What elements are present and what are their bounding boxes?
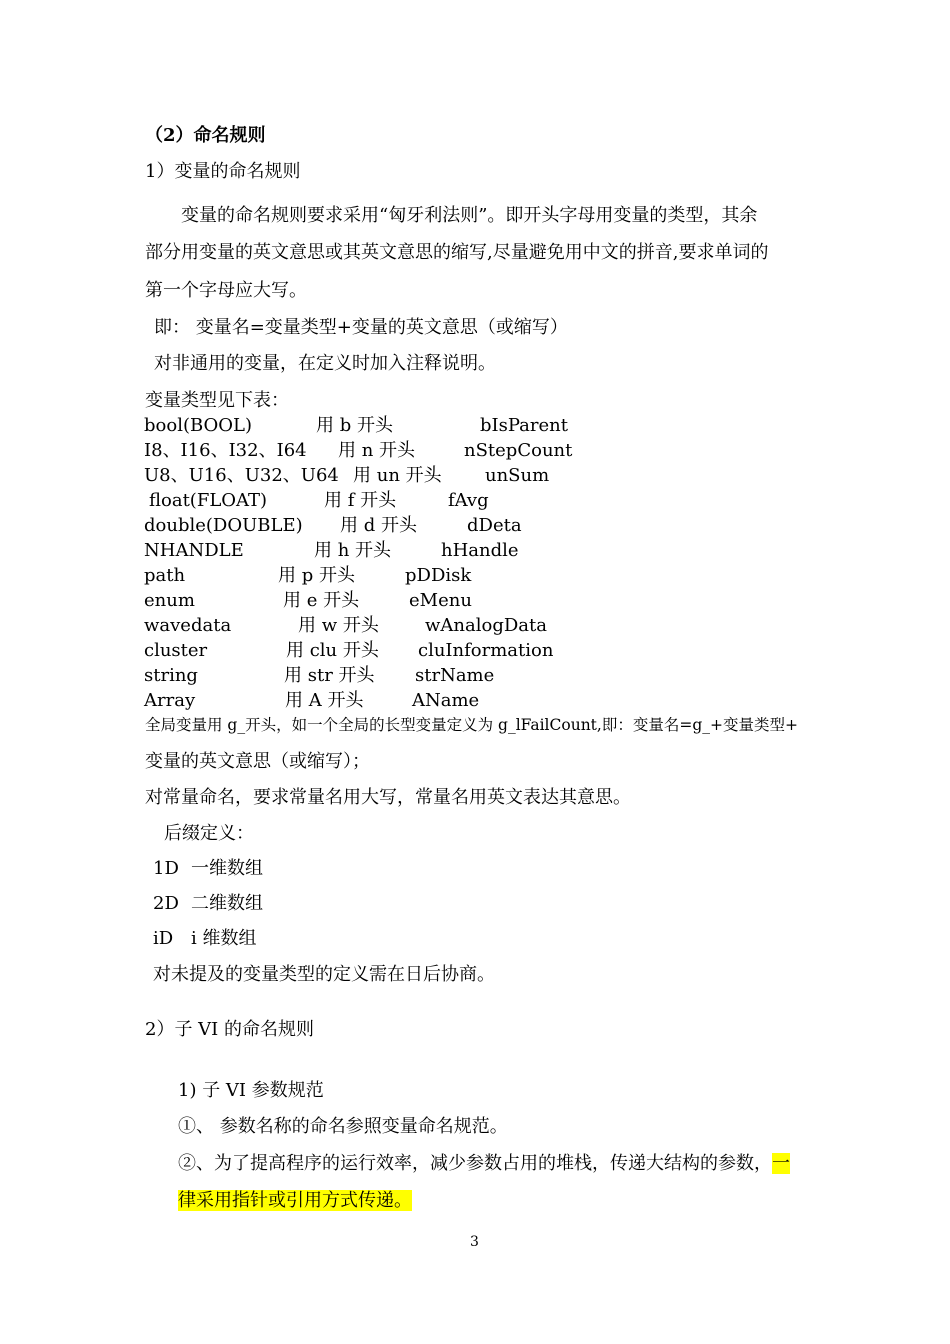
highlighted-text: 一 (772, 1153, 790, 1174)
suffix-title: 后缀定义： (164, 823, 254, 844)
example-cell: hHandle (441, 540, 519, 561)
example-cell: pDDisk (405, 565, 472, 586)
paragraph-line: 第一个字母应大写。 (145, 280, 307, 301)
type-cell: float(FLOAT) (149, 490, 268, 511)
rule-cell: 用 w 开头 (298, 615, 379, 636)
example-cell: eMenu (409, 590, 472, 611)
type-cell: Array (144, 690, 196, 711)
type-cell: string (144, 665, 198, 686)
type-cell: I8、I16、I32、I64 (144, 440, 307, 461)
suffix-code: iD (153, 928, 174, 949)
table-intro: 变量类型见下表： (145, 390, 289, 411)
type-cell: NHANDLE (144, 540, 244, 561)
example-cell: strName (415, 665, 495, 686)
rule-cell: 用 b 开头 (316, 415, 393, 436)
future-note: 对未提及的变量类型的定义需在日后协商。 (153, 964, 495, 985)
example-cell: cluInformation (418, 640, 554, 661)
example-cell: dDeta (467, 515, 522, 536)
page-number: 3 (470, 1234, 479, 1250)
rule-cell: 用 f 开头 (324, 490, 397, 511)
type-cell: bool(BOOL) (144, 415, 253, 436)
spec-item-2-cont (178, 1190, 412, 1212)
suffix-code: 2D (153, 893, 179, 914)
constant-rule: 对常量命名，要求常量名用大写，常量名用英文表达其意思。 (145, 787, 631, 808)
subvi-naming-heading: 2）子 VI 的命名规则 (145, 1019, 315, 1040)
rule-cell: 用 h 开头 (314, 540, 392, 561)
spec-item-1: ①、 参数名称的命名参照变量命名规范。 (178, 1116, 508, 1137)
rule-cell: 用 p 开头 (278, 565, 355, 586)
naming-formula: 即： 变量名=变量类型+变量的英文意思（或缩写） (154, 317, 568, 338)
rule-cell: 用 un 开头 (353, 465, 442, 486)
suffix-desc: i 维数组 (191, 928, 257, 949)
type-cell: wavedata (144, 615, 232, 636)
section-title: （2）命名规则 (145, 125, 266, 146)
type-cell: double(DOUBLE) (144, 515, 303, 536)
global-variable-rule-cont: 变量的英文意思（或缩写）； (145, 751, 370, 772)
example-cell: nStepCount (464, 440, 573, 461)
rule-cell: 用 n 开头 (338, 440, 416, 461)
nonstandard-note: 对非通用的变量，在定义时加入注释说明。 (154, 353, 496, 374)
variable-naming-heading: 1）变量的命名规则 (145, 161, 301, 182)
example-cell: bIsParent (480, 415, 568, 436)
suffix-desc: 二维数组 (191, 893, 263, 914)
example-cell: wAnalogData (425, 615, 547, 636)
type-cell: cluster (144, 640, 208, 661)
example-cell: AName (412, 690, 480, 711)
paragraph-line: 变量的命名规则要求采用“匈牙利法则”。即开头字母用变量的类型，其余 (181, 205, 758, 226)
rule-cell: 用 e 开头 (283, 590, 360, 611)
example-cell: fAvg (448, 490, 489, 511)
subvi-param-spec-title: 1) 子 VI 参数规范 (178, 1080, 324, 1101)
suffix-code: 1D (153, 858, 179, 879)
type-cell: U8、U16、U32、U64 (144, 465, 339, 486)
spec-item-2-text: ②、为了提高程序的运行效率，减少参数占用的堆栈，传递大结构的参数， (178, 1153, 772, 1174)
type-cell: enum (144, 590, 195, 611)
spec-item-2 (178, 1153, 790, 1175)
example-cell: unSum (485, 465, 550, 486)
rule-cell: 用 d 开头 (340, 515, 417, 536)
highlighted-text: 律采用指针或引用方式传递。 (178, 1190, 412, 1211)
rule-cell: 用 clu 开头 (286, 640, 379, 661)
suffix-desc: 一维数组 (191, 858, 263, 879)
type-cell: path (144, 565, 186, 586)
rule-cell: 用 str 开头 (284, 665, 375, 686)
global-variable-rule: 全局变量用 g_开头，如一个全局的长型变量定义为 g_lFailCount,即：变量名=g_+变量类型+ (145, 716, 798, 734)
paragraph-line: 部分用变量的英文意思或其英文意思的缩写,尽量避免用中文的拼音,要求单词的 (145, 242, 769, 263)
rule-cell: 用 A 开头 (285, 690, 364, 711)
